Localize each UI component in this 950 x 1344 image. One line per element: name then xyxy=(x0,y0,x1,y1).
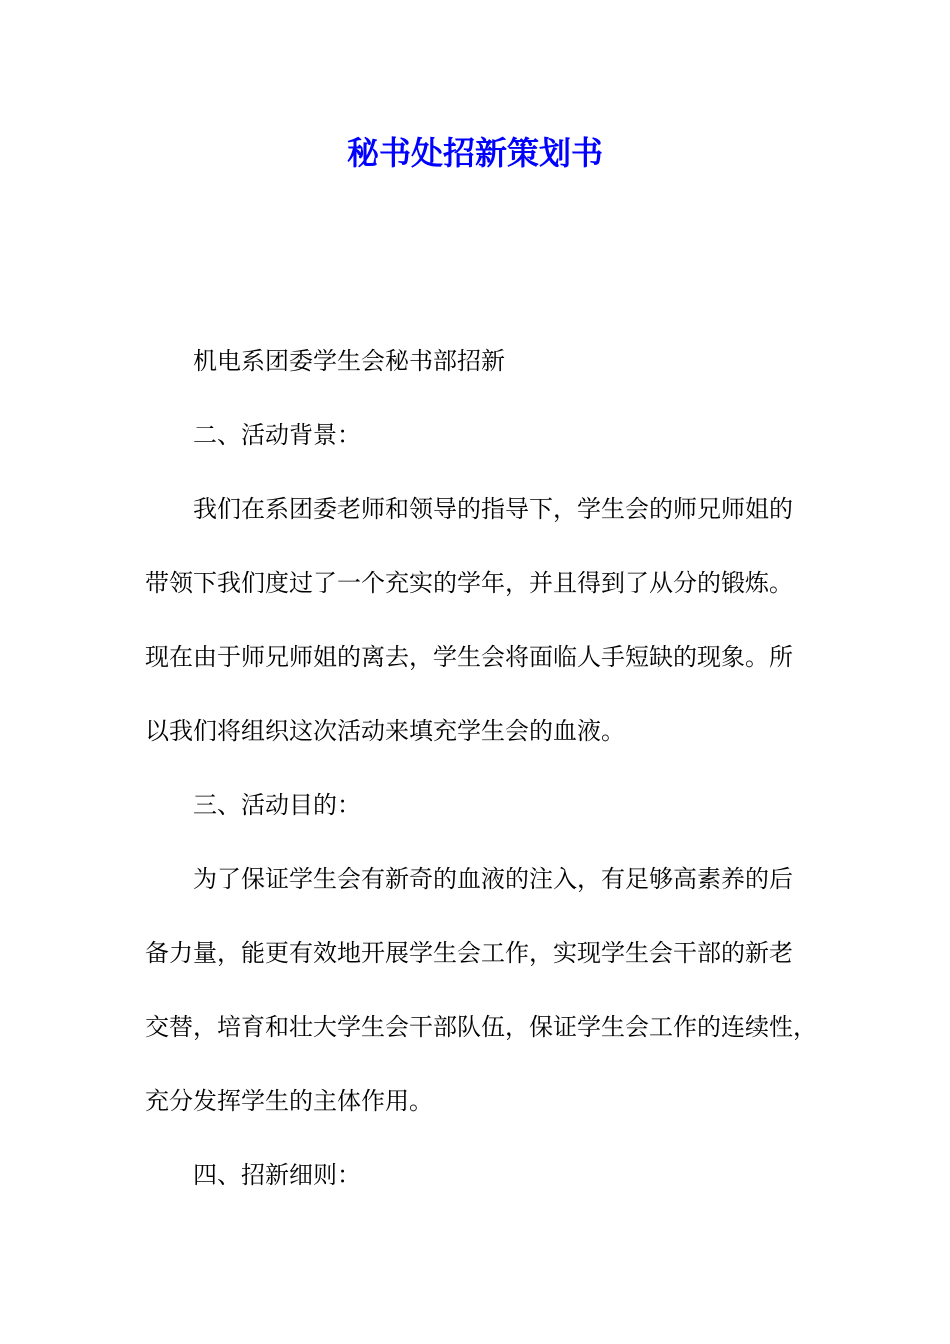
background-line-1: 我们在系团委老师和领导的指导下，学生会的师兄师姐的 xyxy=(193,495,793,523)
org-heading-line: 机电系团委学生会秘书部招新 xyxy=(193,347,505,375)
purpose-line-1: 为了保证学生会有新奇的血液的注入，有足够高素养的后 xyxy=(193,865,793,893)
background-line-4: 以我们将组织这次活动来填充学生会的血液。 xyxy=(145,717,625,745)
purpose-line-3: 交替，培育和壮大学生会干部队伍，保证学生会工作的连续性， xyxy=(145,1013,817,1041)
background-line-2: 带领下我们度过了一个充实的学年，并且得到了从分的锻炼。 xyxy=(145,569,793,597)
background-line-3: 现在由于师兄师姐的离去，学生会将面临人手短缺的现象。所 xyxy=(145,643,793,671)
section-4-heading: 四、招新细则： xyxy=(193,1161,361,1189)
document-title: 秘书处招新策划书 xyxy=(346,134,603,172)
purpose-line-2: 备力量，能更有效地开展学生会工作，实现学生会干部的新老 xyxy=(145,939,793,967)
section-2-heading: 二、活动背景： xyxy=(193,421,361,449)
purpose-line-4: 充分发挥学生的主体作用。 xyxy=(145,1087,433,1115)
section-3-heading: 三、活动目的： xyxy=(193,791,361,819)
